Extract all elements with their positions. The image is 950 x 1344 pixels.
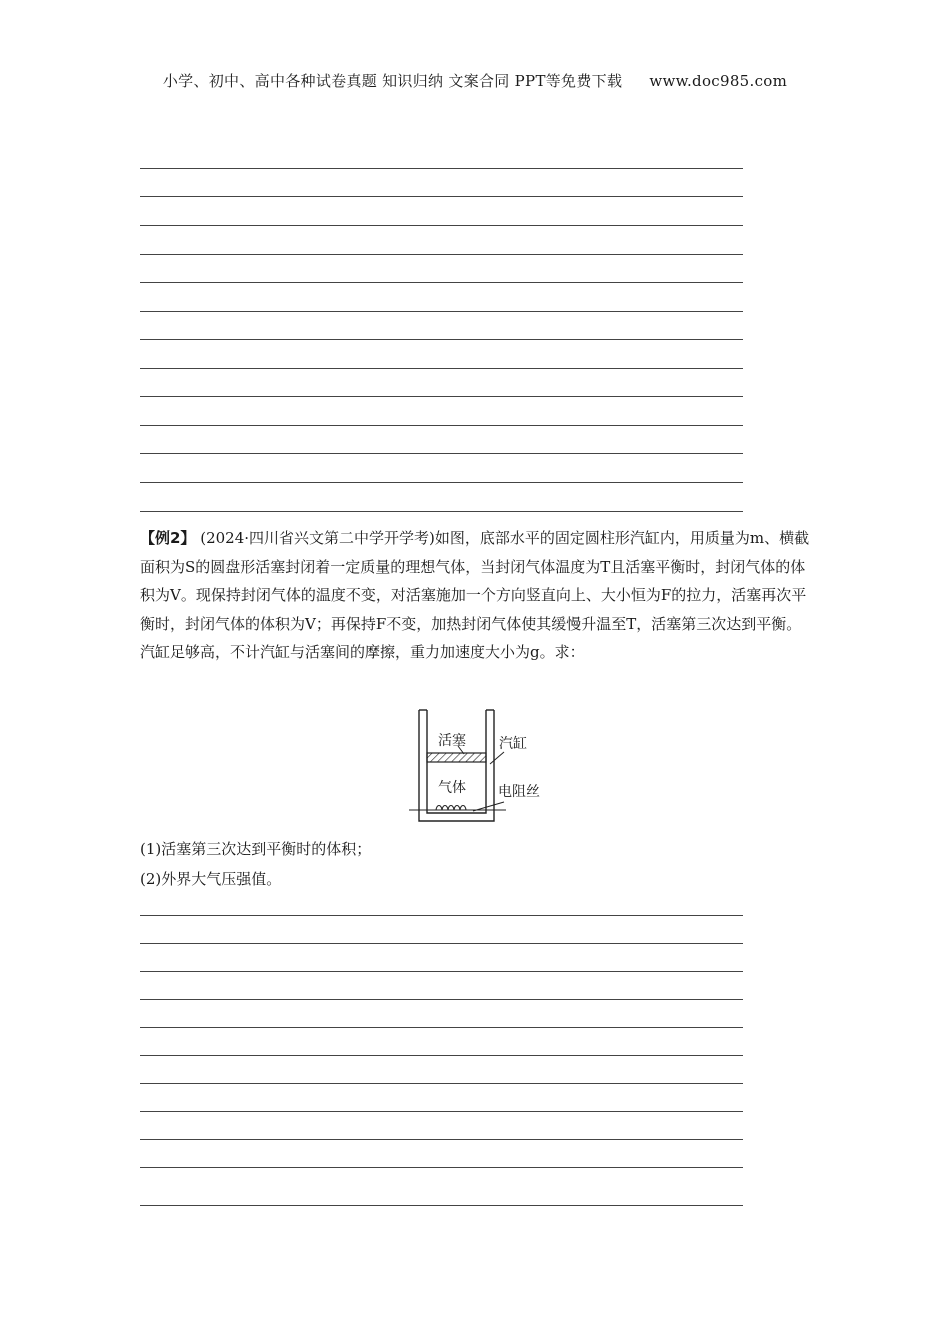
label-piston: 活塞 [438,733,466,749]
answer-line [140,943,743,944]
page-header [0,70,950,91]
label-gas: 气体 [438,780,466,796]
answer-line [140,282,743,283]
answer-line [140,482,743,483]
piston [427,753,486,762]
answer-line [140,1083,743,1084]
answer-line [140,511,743,512]
answer-line [140,254,743,255]
answer-line [140,225,743,226]
problem-tag: 【例2】 [140,529,196,547]
header-site: www.doc985.com [649,72,788,90]
label-resistor: 电阻丝 [498,784,540,800]
answer-line [140,196,743,197]
answer-line [140,971,743,972]
problem-text [140,524,810,667]
answer-line [140,425,743,426]
label-cylinder: 汽缸 [499,736,527,752]
answer-line [140,1167,743,1168]
problem-source: (2024·四川省兴文第二中学开学考) [200,529,435,547]
answer-line [140,396,743,397]
cylinder-figure [406,708,556,830]
answer-line [140,311,743,312]
answer-line [140,1139,743,1140]
question-1: (1)活塞第三次达到平衡时的体积； [140,840,372,858]
cylinder-walls [419,710,494,821]
resistor-coil [436,806,466,811]
answer-line [140,168,743,169]
answer-line [140,368,743,369]
answer-line [140,1205,743,1206]
cylinder-leader [490,752,504,764]
answer-line [140,339,743,340]
answer-line [140,999,743,1000]
answer-line [140,1055,743,1056]
header-text: 小学、初中、高中各种试卷真题 知识归纳 文案合同 PPT等免费下载 [162,72,623,90]
answer-line [140,915,743,916]
problem-body: 如图，底部水平的固定圆柱形汽缸内，用质量为m、横截面积为S的圆盘形活塞封闭着一定质量的理想气体，当封闭气体温度为T且活塞平衡时，封闭气体的体积为V。现保持封闭气体的温度不变，对活塞施加一个方向竖直向上、大小恒为F的拉力，活塞再次平衡时，封闭气体的体积为V；再保持F不变，加热封闭气体使其缓慢升温至T，活塞第三次达到平衡。汽缸足够高，不计汽缸与活塞间的摩擦，重力加速度大小为g。求： [140,529,810,661]
question-2: (2)外界大气压强值。 [140,870,282,888]
answer-line [140,453,743,454]
answer-line [140,1027,743,1028]
answer-line [140,1111,743,1112]
